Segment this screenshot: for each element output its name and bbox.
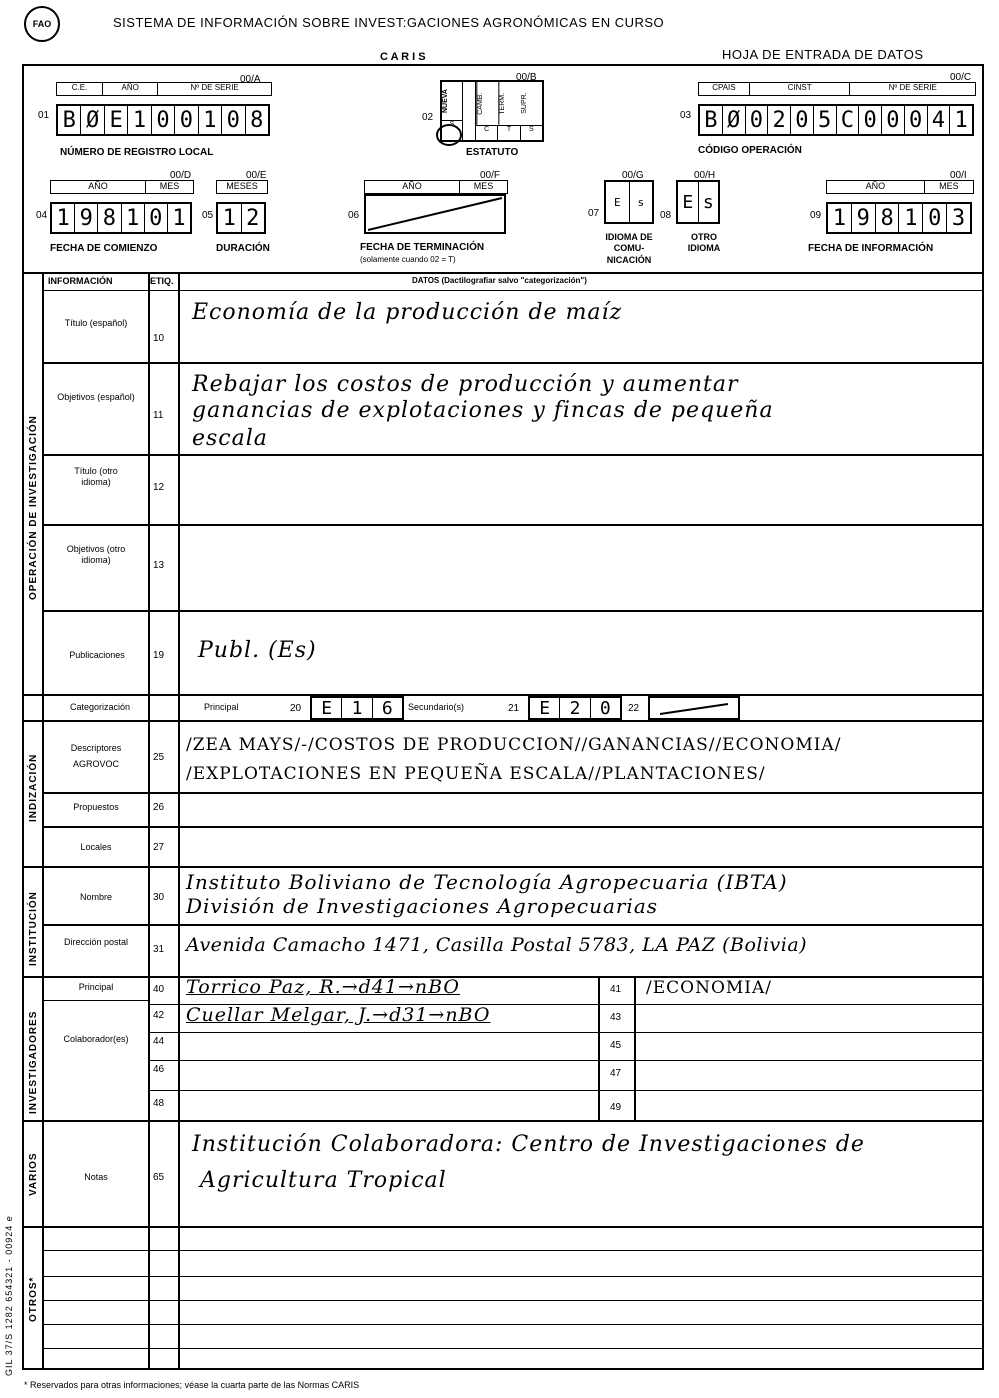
rule xyxy=(22,694,984,696)
tag-12: 12 xyxy=(153,482,165,493)
objetivos-es-line-1[interactable]: Rebajar los costos de producción y aumentar xyxy=(192,372,739,397)
status-label: ESTATUTO xyxy=(466,147,519,158)
rule xyxy=(148,1060,984,1061)
field-09-code: 00/I xyxy=(950,170,967,181)
label-descriptores: Descriptores AGROVOC xyxy=(70,743,122,770)
tag-31: 31 xyxy=(153,944,165,955)
field-07-code: 00/G xyxy=(622,170,644,181)
status-box[interactable]: NUEVA S CAMB. TERM. SUPR. C T S xyxy=(440,80,544,142)
rule xyxy=(42,290,984,291)
label-direccion: Dirección postal xyxy=(63,937,129,947)
rule xyxy=(42,924,984,926)
section-indizacion: INDIZACIÓN xyxy=(28,753,39,822)
rule xyxy=(148,272,150,1370)
start-subheaders: AÑO MES xyxy=(50,180,194,194)
start-label: FECHA DE COMIENZO xyxy=(50,243,158,254)
op-subheaders: CPAIS CINST Nº DE SERIE xyxy=(698,82,976,96)
duration-subheader: MESES xyxy=(216,180,268,194)
field-01-code: 00/A xyxy=(240,74,261,85)
label-titulo-es: Título (español) xyxy=(64,318,128,328)
end-subheaders: AÑO MES xyxy=(364,180,508,194)
nombre-line-2[interactable]: División de Investigaciones Agropecuarias xyxy=(186,894,659,918)
rule xyxy=(42,826,984,828)
other-lang-label: OTRO IDIOMA xyxy=(687,232,721,254)
tag-40: 40 xyxy=(153,984,165,995)
rule xyxy=(42,1300,984,1301)
field-08-code: 00/H xyxy=(694,170,716,181)
rule xyxy=(42,454,984,456)
titulo-es-value[interactable]: Economía de la producción de maíz xyxy=(192,300,623,325)
rule xyxy=(42,362,984,364)
end-date-strike xyxy=(364,194,506,234)
op-label: CÓDIGO OPERACIÓN xyxy=(698,145,802,156)
field-07-number: 07 xyxy=(588,208,600,219)
info-date-cells[interactable]: 1 9 8 1 0 3 xyxy=(826,202,972,234)
principal-cat-cells[interactable]: E 1 6 xyxy=(310,696,404,720)
op-code-cells[interactable]: B Ø 0 2 0 5 C 0 0 0 4 1 xyxy=(698,104,974,136)
tag-13: 13 xyxy=(153,560,165,571)
info-subheaders: AÑO MES xyxy=(826,180,974,194)
rule xyxy=(42,1324,984,1325)
objetivos-es-line-3[interactable]: escala xyxy=(192,426,268,451)
reg-label: NÚMERO DE REGISTRO LOCAL xyxy=(60,147,214,158)
rule xyxy=(22,976,984,978)
secundario-cat-label: Secundario(s) xyxy=(408,702,465,712)
field-08-number: 08 xyxy=(660,210,672,221)
status-selected-circle xyxy=(436,124,462,146)
field-04-number: 04 xyxy=(36,210,48,221)
header-info: INFORMACIÓN xyxy=(48,276,113,286)
descriptores-line-1[interactable]: /ZEA MAYS/-/COSTOS DE PRODUCCION//GANANCIAS//ECONOMIA/ xyxy=(186,735,842,755)
rule xyxy=(178,272,180,1370)
tag-19: 19 xyxy=(153,650,165,661)
rule xyxy=(148,1032,984,1033)
footnote: * Reservados para otras informaciones; véase la cuarta parte de las Normas CARIS xyxy=(24,1380,360,1390)
label-titulo-otro: Título (otro idioma) xyxy=(74,466,118,488)
field-05-code: 00/E xyxy=(246,170,267,181)
rule xyxy=(22,866,984,868)
tag-43: 43 xyxy=(610,1012,622,1023)
caris-title: C A R I S xyxy=(380,51,426,63)
label-notas: Notas xyxy=(84,1172,108,1182)
rule xyxy=(42,524,984,526)
field-02-code: 00/B xyxy=(516,72,537,83)
inv-40-value[interactable]: Torrico Paz, R.→d41→nBO xyxy=(186,976,460,998)
duration-cells[interactable]: 1 2 xyxy=(216,202,266,234)
label-principal-inv: Principal xyxy=(78,982,114,992)
tag-49: 49 xyxy=(610,1102,622,1113)
fao-logo: FAO xyxy=(24,6,60,42)
rule xyxy=(22,272,984,274)
lang-label: IDIOMA DE COMU- NICACIÓN xyxy=(605,232,653,265)
system-title: SISTEMA DE INFORMACIÓN SOBRE INVEST:GACIONES AGRONÓMICAS EN CURSO xyxy=(113,15,665,30)
rule xyxy=(42,1348,984,1349)
rule xyxy=(42,1250,984,1251)
rule xyxy=(22,1120,984,1122)
field-05-number: 05 xyxy=(202,210,214,221)
label-objetivos-otro: Objetivos (otro idioma) xyxy=(66,544,126,566)
duration-label: DURACIÓN xyxy=(216,243,270,254)
tag-20: 20 xyxy=(290,703,302,714)
tag-48: 48 xyxy=(153,1098,165,1109)
categorizacion-label: Categorización xyxy=(70,702,131,712)
start-date-cells[interactable]: 1 9 8 1 0 1 xyxy=(50,202,192,234)
direccion-value[interactable]: Avenida Camacho 1471, Casilla Postal 5783, LA PAZ (Bolivia) xyxy=(186,934,808,956)
tag-11: 11 xyxy=(153,410,164,421)
tag-46: 46 xyxy=(153,1064,165,1075)
tag-22: 22 xyxy=(628,703,640,714)
section-operacion: OPERACIÓN DE INVESTIGACIÓN xyxy=(28,415,39,600)
rule xyxy=(148,1090,984,1091)
field-03-code: 00/C xyxy=(950,72,972,83)
descriptores-line-2[interactable]: /EXPLOTACIONES EN PEQUEÑA ESCALA//PLANTACIONES/ xyxy=(186,764,766,784)
tag-65: 65 xyxy=(153,1172,165,1183)
label-publicaciones: Publicaciones xyxy=(69,650,125,660)
label-propuestos: Propuestos xyxy=(73,802,119,812)
section-institucion: INSTITUCIÓN xyxy=(28,891,39,966)
rule xyxy=(22,1226,984,1228)
field-03-number: 03 xyxy=(680,110,692,121)
inv-42-value[interactable]: Cuellar Melgar, J.→d31→nBO xyxy=(186,1004,491,1026)
section-investigadores: INVESTIGADORES xyxy=(28,1010,39,1114)
field-02-number: 02 xyxy=(422,112,434,123)
form-frame xyxy=(22,64,984,1370)
tag-30: 30 xyxy=(153,892,165,903)
notas-line-1[interactable]: Institución Colaboradora: Centro de Investigaciones de xyxy=(192,1132,865,1157)
field-06-number: 06 xyxy=(348,210,360,221)
tag-44: 44 xyxy=(153,1036,165,1047)
field-01-number: 01 xyxy=(38,110,50,121)
end-note: (solamente cuando 02 = T) xyxy=(360,255,456,264)
end-label: FECHA DE TERMINACIÓN xyxy=(360,242,485,253)
publicaciones-value[interactable]: Publ. (Es) xyxy=(198,638,317,663)
header-etiq: ETIQ. xyxy=(150,276,174,286)
rule xyxy=(42,792,984,794)
section-varios: VARIOS xyxy=(28,1152,39,1196)
tag-21: 21 xyxy=(508,703,520,714)
objetivos-es-line-2[interactable]: ganancias de explotaciones y fincas de pequeña xyxy=(192,398,774,423)
sheet-title: HOJA DE ENTRADA DE DATOS xyxy=(722,47,924,62)
label-locales: Locales xyxy=(80,842,112,852)
field-09-number: 09 xyxy=(810,210,822,221)
secundario-cat-cells[interactable]: E 2 0 xyxy=(528,696,622,720)
header-datos: DATOS (Dactilografiar salvo "categorización") xyxy=(412,276,587,285)
tag-10: 10 xyxy=(153,333,165,344)
rule xyxy=(22,720,984,722)
rule xyxy=(42,1000,148,1001)
rule xyxy=(634,976,636,1120)
rule xyxy=(42,272,44,1370)
inv-41-value[interactable]: /ECONOMIA/ xyxy=(646,978,773,998)
rule xyxy=(598,976,600,1120)
field-06-code: 00/F xyxy=(480,170,501,181)
principal-cat-label: Principal xyxy=(204,702,239,712)
reg-number-cells[interactable]: B Ø E 1 0 0 1 0 8 xyxy=(56,104,270,136)
other-lang-cells[interactable]: E s xyxy=(676,180,720,224)
notas-line-2[interactable]: Agricultura Tropical xyxy=(200,1168,447,1193)
reg-subheaders: C.E. AÑO Nº DE SERIE xyxy=(56,82,272,96)
info-label: FECHA DE INFORMACIÓN xyxy=(808,243,934,254)
field-04-code: 00/D xyxy=(170,170,192,181)
rule xyxy=(42,610,984,612)
tag-47: 47 xyxy=(610,1068,622,1079)
section-otros: OTROS* xyxy=(28,1276,39,1322)
label-colaboradores: Colaborador(es) xyxy=(63,1034,129,1044)
tag-26: 26 xyxy=(153,802,165,813)
label-objetivos-es: Objetivos (español) xyxy=(57,392,135,402)
side-code: GIL 37/S 1282 654321 - 00924 e xyxy=(4,1215,14,1376)
tag-27: 27 xyxy=(153,842,165,853)
tag-25: 25 xyxy=(153,752,165,763)
cat-22-strike xyxy=(648,696,740,720)
tag-41: 41 xyxy=(610,984,622,995)
rule xyxy=(42,1276,984,1277)
tag-42: 42 xyxy=(153,1010,165,1021)
lang-cells[interactable]: E s xyxy=(604,180,654,224)
tag-45: 45 xyxy=(610,1040,622,1051)
nombre-line-1[interactable]: Instituto Boliviano de Tecnología Agropecuaria (IBTA) xyxy=(186,870,788,894)
label-nombre: Nombre xyxy=(79,892,112,902)
